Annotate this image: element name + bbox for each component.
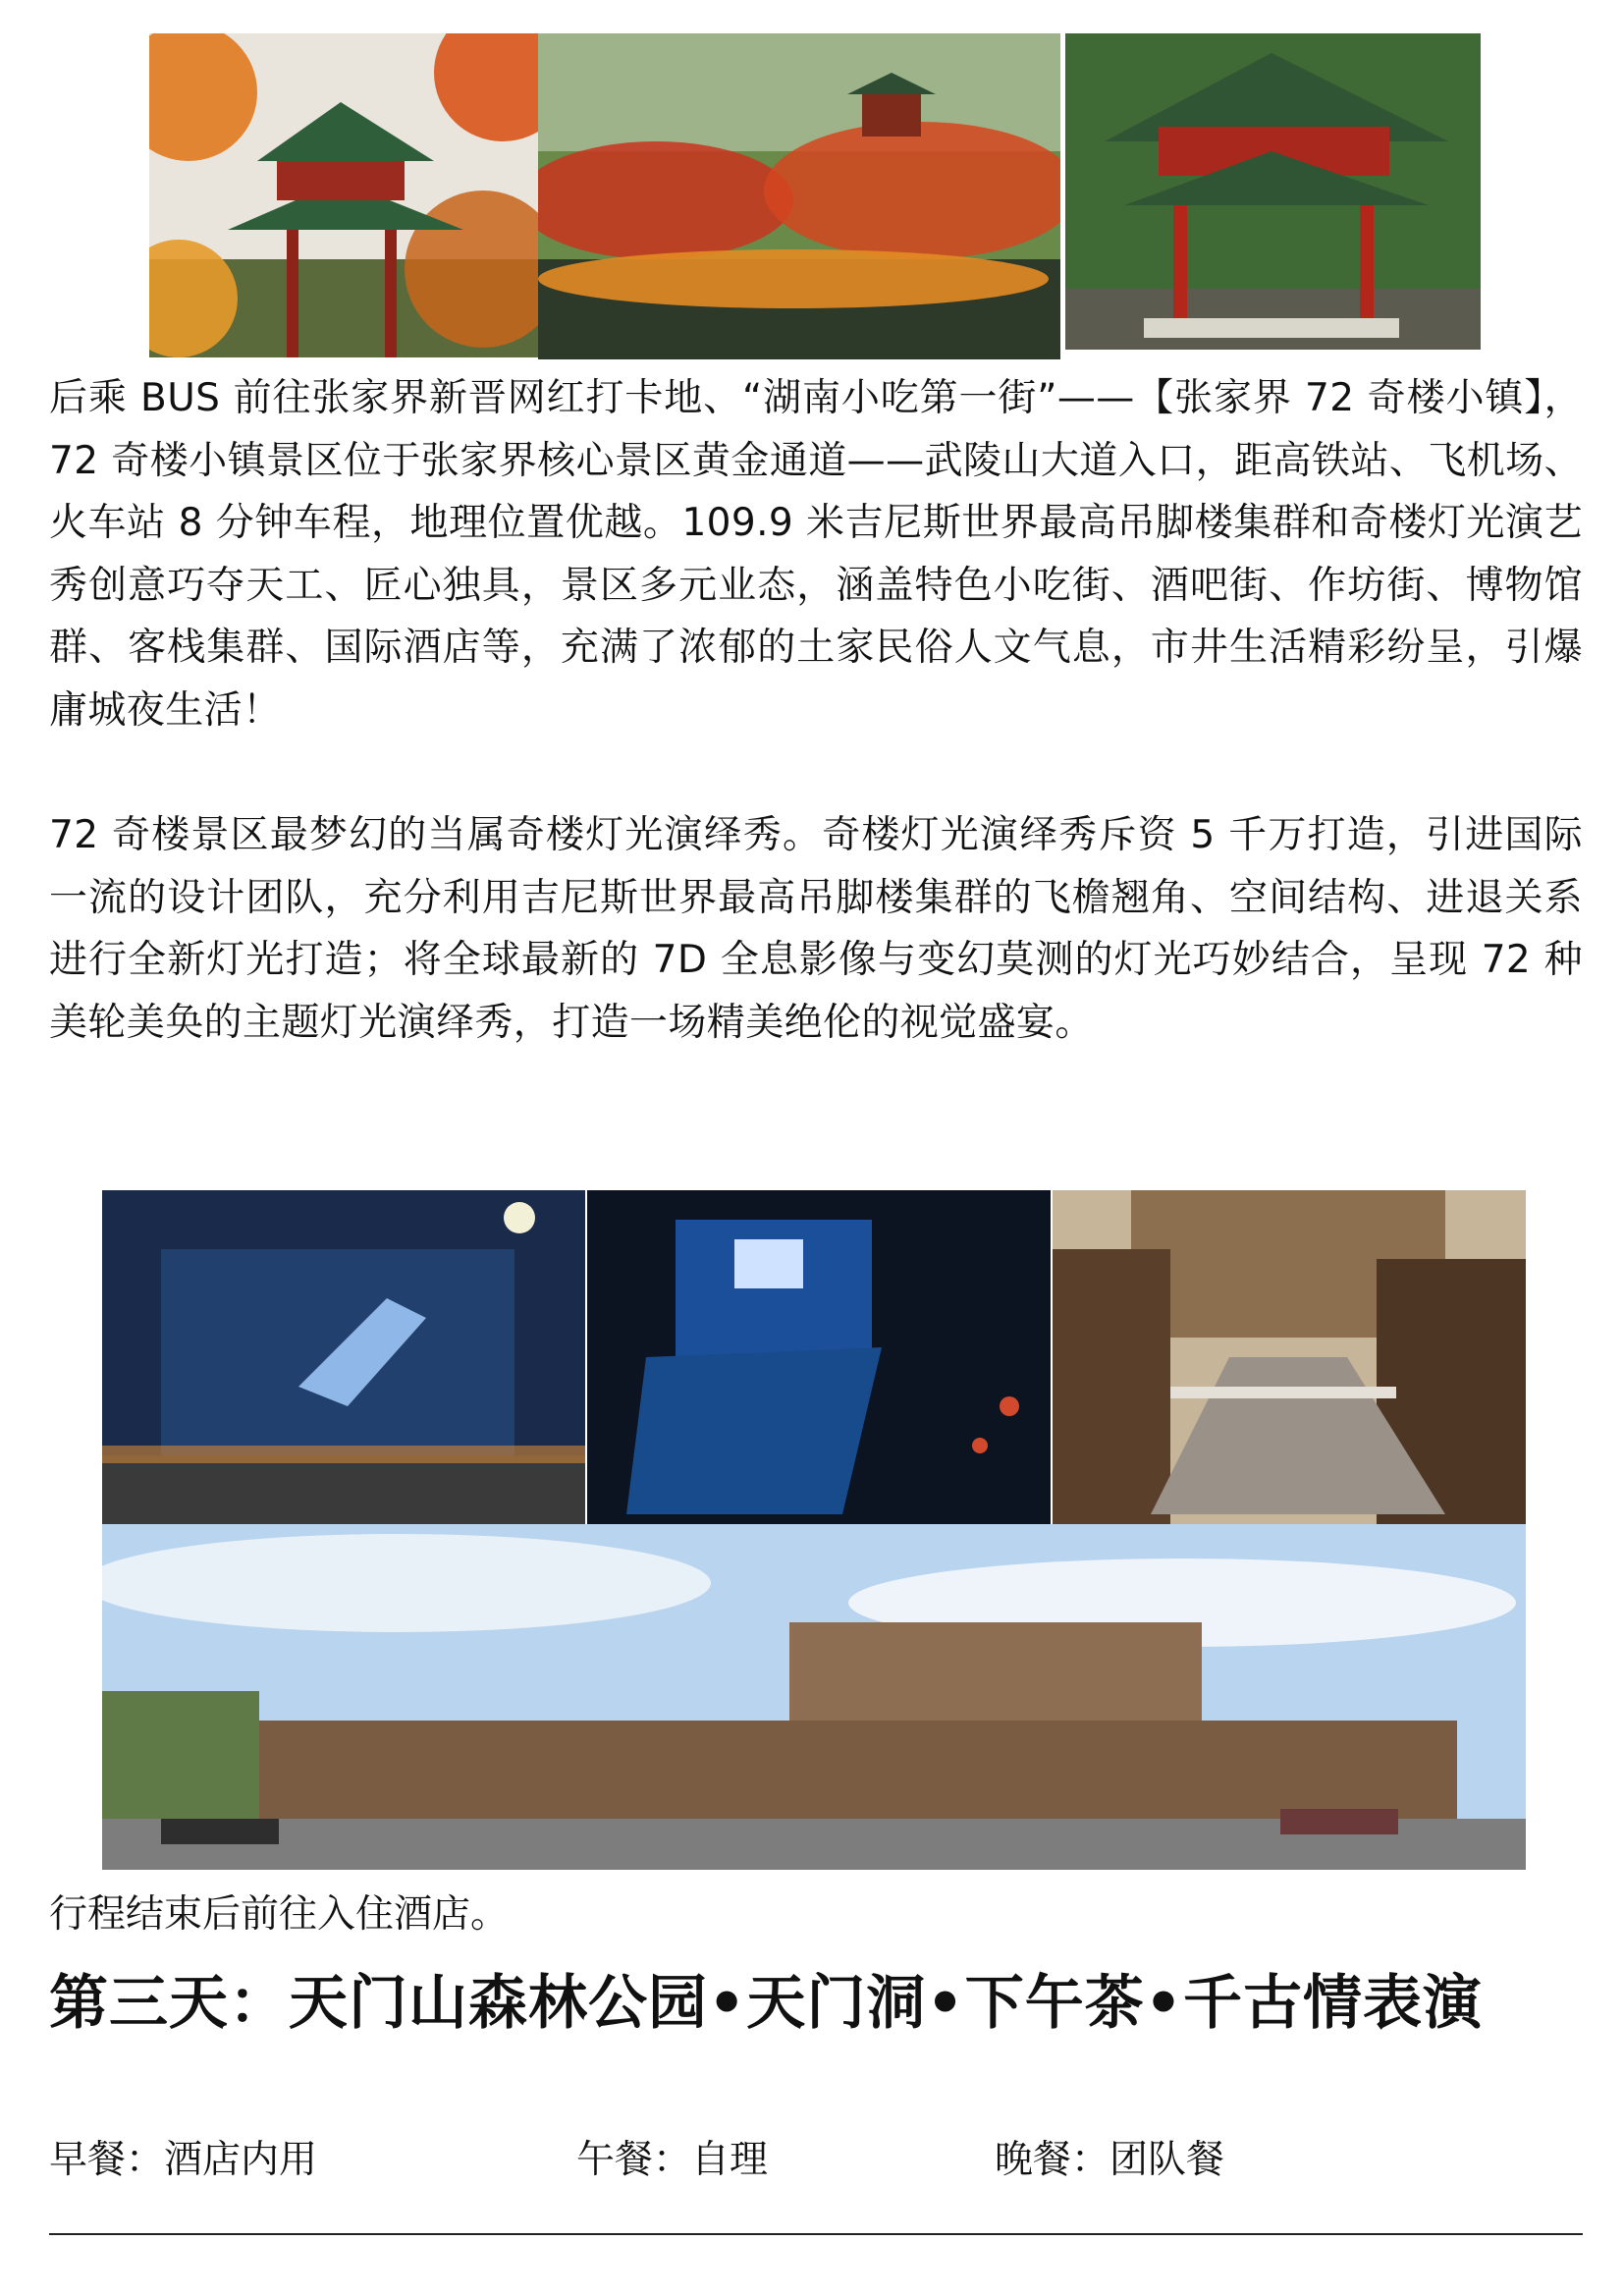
red-pavilion-photo: [1065, 33, 1481, 350]
aerial-blue-lit-building-photo: [587, 1190, 1051, 1524]
park-lake-autumn-photo: [538, 33, 1060, 359]
after-itinerary-note: 行程结束后前往入住酒店。: [49, 1892, 510, 1937]
lunch-info: 午餐：自理: [576, 2138, 769, 2182]
autumn-pavilion-photo: [149, 33, 538, 357]
qilou-town-intro-paragraph: 后乘 BUS 前往张家界新晋网红打卡地、“湖南小吃第一街”——【张家界 72 奇楼小镇】，72 奇楼小镇景区位于张家界核心景区黄金通道——武陵山大道入口，距高铁站、飞机场、火车站 8 分钟车程，地理位置优越。109.9 米吉尼斯世界最高吊脚楼集群和奇楼灯光演艺秀创意巧夺天工、匠心独具，景区多元业态，涵盖特色小吃街、酒吧街、作坊街、博物馆群、客栈集群、国际酒店等，充满了浓郁的土家民俗人文气息，市井生活精彩纷呈，引爆庸城夜生活！: [49, 376, 1583, 733]
section-divider: [49, 2233, 1583, 2235]
day-three-title: 第三天：天门山森林公园•天门洞•下午茶•千古情表演: [49, 1969, 1484, 2038]
dinner-info: 晚餐：团队餐: [995, 2138, 1225, 2182]
breakfast-info: 早餐：酒店内用: [49, 2138, 318, 2182]
night-light-show-building-photo: [102, 1190, 585, 1524]
ancient-street-bridge-photo: [1053, 1190, 1526, 1524]
light-show-paragraph: 72 奇楼景区最梦幻的当属奇楼灯光演绎秀。奇楼灯光演绎秀斥资 5 千万打造，引进国际一流的设计团队，充分利用吉尼斯世界最高吊脚楼集群的飞檐翘角、空间结构、进退关系进行全新灯光打造；将全球最新的 7D 全息影像与变幻莫测的灯光巧妙结合，呈现 72 种美轮美奂的主题灯光演绎秀，打造一场精美绝伦的视觉盛宴。: [49, 813, 1583, 1045]
72-qilou-town-panorama-photo: [102, 1524, 1526, 1870]
